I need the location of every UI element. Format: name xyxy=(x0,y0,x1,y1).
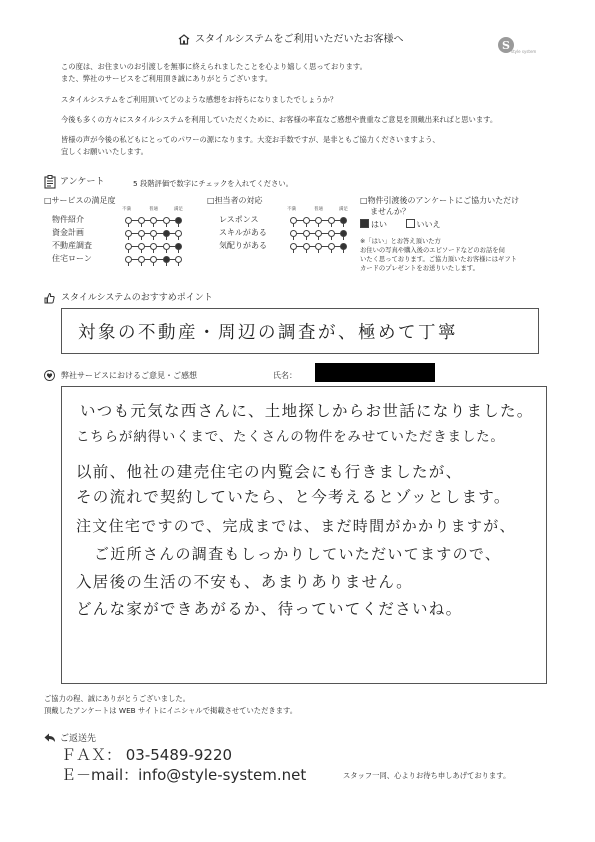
opinion-line: 以前、他社の建売住宅の内覧会にも行きましたが、 xyxy=(76,463,463,481)
no-checkbox[interactable] xyxy=(406,219,415,228)
staff-title: 担当者の対応 xyxy=(214,196,263,205)
rating-option-1[interactable] xyxy=(125,217,132,224)
rating-option-1[interactable] xyxy=(290,230,297,237)
svg-text:S: S xyxy=(502,39,510,52)
rating-option-3[interactable] xyxy=(150,230,157,237)
intro-line: 宜しくお願いいたします。 xyxy=(61,147,148,156)
rating-option-5[interactable] xyxy=(175,256,182,263)
heart-icon xyxy=(44,370,55,381)
rating-scale[interactable] xyxy=(125,214,181,228)
rating-option-4[interactable] xyxy=(163,243,170,250)
scale-label-mid: 普通 xyxy=(314,207,323,212)
opinion-line: こちらが納得いくまで、たくさんの物件をみせていただきました。 xyxy=(76,429,505,445)
fax-number: ＦＡＸ： 03-5489-9220 xyxy=(61,746,233,764)
rating-option-5[interactable] xyxy=(340,217,347,224)
followup-note xyxy=(360,237,517,273)
note-line: ※「はい」とお答え頂いた方 xyxy=(360,238,441,245)
closing-text: スタッフ一同、心よりお待ち申しあげております。 xyxy=(343,771,511,780)
opinion-line: その流れで契約していたら、と今考えるとゾッとします。 xyxy=(76,488,511,506)
followup-question-1: 物件引渡後のアンケートにご協力いただけ xyxy=(367,196,520,205)
opinion-box[interactable] xyxy=(61,386,547,684)
recommend-title: スタイルシステムのおすすめポイント xyxy=(61,293,213,303)
yes-checkbox[interactable] xyxy=(360,219,369,228)
opinion-line: いつも元気な西さんに、土地探しからお世話になりました。 xyxy=(80,402,534,420)
recommend-box[interactable] xyxy=(61,308,539,354)
rating-option-5[interactable] xyxy=(340,230,347,237)
rating-option-1[interactable] xyxy=(125,256,132,263)
yes-label: はい xyxy=(371,220,387,229)
rating-scale[interactable] xyxy=(290,214,346,228)
rating-option-2[interactable] xyxy=(303,217,310,224)
service-label: 不動産調査 xyxy=(52,241,92,250)
staff-section-title xyxy=(207,195,263,207)
note-line: お住いの写真や購入後のエピソードなどのお話を伺 xyxy=(360,247,505,254)
thanks-line-2: 頂戴したアンケートは WEB サイトにイニシャルで掲載させていただきます。 xyxy=(44,706,297,715)
scale-label-high: 満足 xyxy=(339,207,348,212)
rating-option-2[interactable] xyxy=(303,243,310,250)
header xyxy=(0,0,595,60)
rating-option-4[interactable] xyxy=(163,256,170,263)
rating-option-1[interactable] xyxy=(290,217,297,224)
service-label: 住宅ローン xyxy=(52,254,92,263)
name-label: 氏名： xyxy=(273,371,297,380)
service-label: 物件紹介 xyxy=(52,215,84,224)
service-title: サービスの満足度 xyxy=(51,196,116,205)
thanks-line-1: ご協力の程、誠にありがとうございました。 xyxy=(44,694,190,703)
no-label: いいえ xyxy=(416,220,441,229)
staff-label: 気配りがある xyxy=(219,241,267,250)
rating-option-1[interactable] xyxy=(125,230,132,237)
rating-option-5[interactable] xyxy=(175,243,182,250)
opinion-line: どんな家ができあがるか、待っていてくださいね。 xyxy=(76,600,463,618)
rating-option-3[interactable] xyxy=(315,230,322,237)
rating-option-4[interactable] xyxy=(163,217,170,224)
thumbs-up-icon xyxy=(44,292,55,304)
rating-option-4[interactable] xyxy=(163,230,170,237)
email-address[interactable]: Ｅ－mail：info@style-system.net xyxy=(61,766,307,784)
page-title: スタイルシステムをご利用いただいたお客様へ xyxy=(195,34,404,45)
rating-option-4[interactable] xyxy=(328,243,335,250)
rating-scale[interactable] xyxy=(125,253,181,267)
rating-scale[interactable] xyxy=(125,240,181,254)
service-label: 資金計画 xyxy=(52,228,84,237)
rating-option-5[interactable] xyxy=(175,217,182,224)
rating-option-2[interactable] xyxy=(138,243,145,250)
service-section-title xyxy=(44,195,116,207)
logo-text: style system xyxy=(511,49,537,54)
intro-line: 今後も多くの方々にスタイルシステムを利用していただくために、お客様の率直なご感想や貴重なご意見を頂戴出来ればと思います。 xyxy=(61,115,498,124)
yes-option[interactable] xyxy=(360,220,387,229)
note-line: いたく思っております。ご協力頂いたお客様にはギフト xyxy=(360,256,517,263)
logo xyxy=(497,36,537,60)
rating-option-2[interactable] xyxy=(138,230,145,237)
rating-option-3[interactable] xyxy=(150,217,157,224)
opinion-line: 入居後の生活の不安も、あまりありません。 xyxy=(76,573,413,591)
name-redacted xyxy=(315,363,435,382)
recommend-answer: 対象の不動産・周辺の調査が、極めて丁寧 xyxy=(78,323,458,343)
return-label: ご返送先 xyxy=(60,734,97,744)
house-icon xyxy=(178,34,190,45)
rating-option-1[interactable] xyxy=(290,243,297,250)
section-bullet: □ xyxy=(44,196,52,205)
rating-option-2[interactable] xyxy=(303,230,310,237)
intro-line: この度は、お住まいのお引渡しを無事に終えられましたことを心より嬉しく思っております。 xyxy=(61,62,367,71)
followup-question-2: ませんか？ xyxy=(370,207,410,216)
rating-option-2[interactable] xyxy=(138,217,145,224)
staff-label: レスポンス xyxy=(219,215,259,224)
note-line: カードのプレゼントをお送りいたします。 xyxy=(360,265,479,272)
section-bullet: □ xyxy=(207,196,215,205)
rating-option-2[interactable] xyxy=(138,256,145,263)
rating-scale[interactable] xyxy=(290,240,346,254)
section-bullet: □ xyxy=(360,196,368,205)
rating-option-3[interactable] xyxy=(315,217,322,224)
opinion-line: 注文住宅ですので、完成までは、まだ時間がかかりますが、 xyxy=(76,517,516,535)
rating-option-4[interactable] xyxy=(328,217,335,224)
intro-line: スタイルシステムをご利用頂いてどのような感想をお持ちになりましたでしょうか？ xyxy=(61,95,338,104)
rating-option-5[interactable] xyxy=(340,243,347,250)
intro-line: また、弊社のサービスをご利用頂き誠にありがとうございます。 xyxy=(61,74,273,83)
rating-option-3[interactable] xyxy=(150,256,157,263)
clipboard-icon xyxy=(44,175,56,189)
rating-scale[interactable] xyxy=(125,227,181,241)
rating-option-4[interactable] xyxy=(328,230,335,237)
no-option[interactable] xyxy=(406,220,441,229)
rating-scale[interactable] xyxy=(290,227,346,241)
scale-label-high: 満足 xyxy=(174,207,183,212)
return-arrow-icon xyxy=(44,733,56,744)
rating-option-1[interactable] xyxy=(125,243,132,250)
scale-label-low: 不満 xyxy=(122,207,131,212)
staff-label: スキルがある xyxy=(219,228,267,237)
scale-label-low: 不満 xyxy=(287,207,296,212)
rating-option-3[interactable] xyxy=(150,243,157,250)
rating-option-3[interactable] xyxy=(315,243,322,250)
opinion-title: 弊社サービスにおけるご意見・ご感想 xyxy=(61,371,197,380)
survey-instruction: 5 段階評価で数字にチェックを入れてください。 xyxy=(133,179,293,188)
followup-options xyxy=(360,219,441,231)
intro-line: 皆様の声が今後の私どもにとってのパワーの源になります。大変お手数ですが、是非ともご協力くださいますよう、 xyxy=(61,135,440,144)
scale-label-mid: 普通 xyxy=(149,207,158,212)
rating-option-5[interactable] xyxy=(175,230,182,237)
opinion-line: ご近所さんの調査もしっかりしていただいてますので、 xyxy=(94,545,502,563)
survey-title: アンケート xyxy=(60,177,105,187)
